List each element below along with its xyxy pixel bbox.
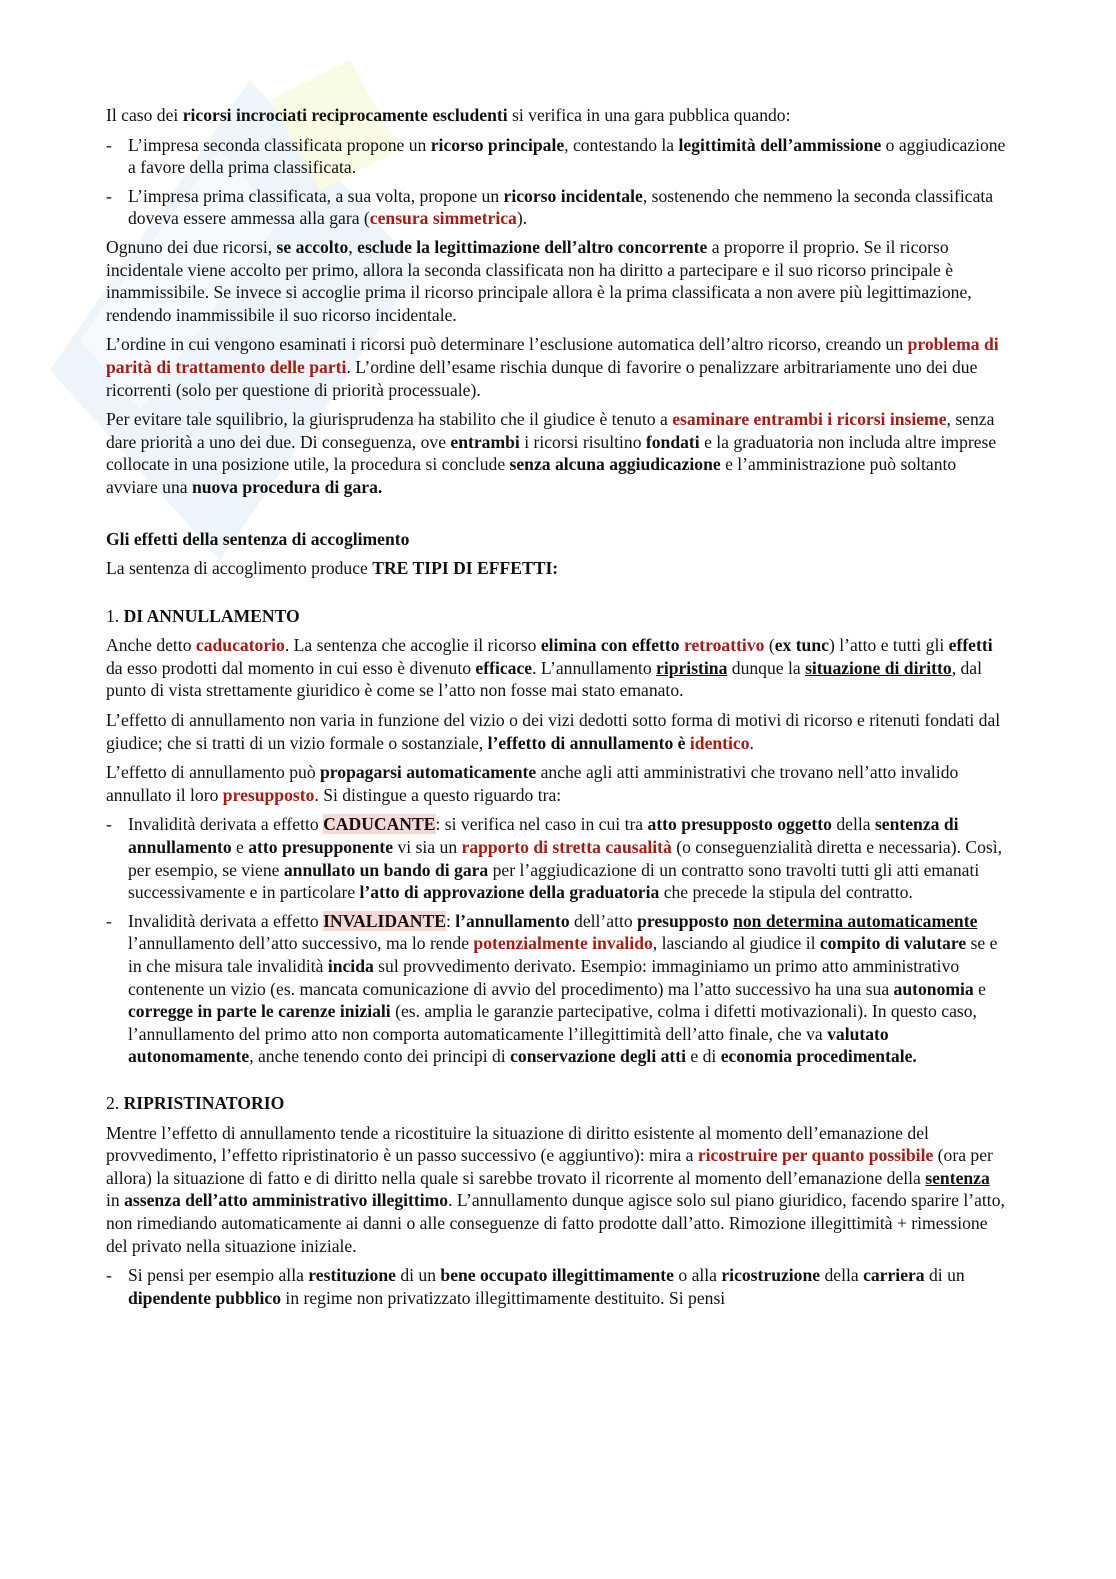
paragraph-order-problem: L’ordine in cui vengono esaminati i ricorsi può determinare l’esclusione automatica dell’altro ricorso, creando un problema di parità di trattamento delle parti. L’ordine dell’esame rischia dunque di favorire o penalizzare arbitrariamente uno dei due ricorrenti (solo per questione di priorità processuale). bbox=[106, 334, 999, 400]
section-heading-effects: Gli effetti della sentenza di accoglimento bbox=[106, 528, 410, 549]
list-item-restitution-example: - Si pensi per esempio alla restituzione di un bene occupato illegittimamente o alla ricostruzione della carriera di un dipendente pubblico in regime non privatizzato illegittimamente destituito. Si pensi bbox=[106, 1264, 1006, 1309]
section-2-heading: 2. RIPRISTINATORIO bbox=[106, 1092, 285, 1113]
s1-paragraph-identical: L’effetto di annullamento non varia in funzione del vizio o dei vizi dedotti sotto forma di motivi di ricorso e ritenuti fondati dal giudice; che si tratti di un vizio formale o sostanziale, l’effetto di annullamento è identico. bbox=[106, 710, 1001, 753]
paragraph-jurisprudence: Per evitare tale squilibrio, la giurisprudenza ha stabilito che il giudice è tenuto a esaminare entrambi i ricorsi insieme, senza dare priorità a uno dei due. Di conseguenza, ove entrambi i ricorsi risultino fondati e la graduatoria non includa altre imprese collocate in una posizione utile, la procedura si conclude senza alcuna aggiudicazione e l’amministrazione può soltanto avviare una nuova procedura di gara. bbox=[106, 409, 997, 497]
list-item-invalidante: - Invalidità derivata a effetto INVALIDANTE: l’annullamento dell’atto presupposto non determina automaticamente l’annullamento dell’atto successivo, ma lo rende potenzialmente invalido, lasciando al giudice il compito di valutare se e in che misura tale invalidità incida sul provvedimento derivato. Esempio: immaginiamo un primo atto amministrativo contenente un vizio (es. mancata comunicazione di avvio del procedimento) ma l’atto successivo ha una sua autonomia e corregge in parte le carenze iniziali (es. amplia le garanzie partecipative, colma i difetti motivazionali). In questo caso, l’annullamento del primo atto non comporta automaticamente l’illegittimità dell’atto finale, che va valutato autonomamente, anche tenendo conto dei principi di conservazione degli atti e di economia procedimentale. bbox=[106, 910, 1006, 1068]
list-item-caducante: - Invalidità derivata a effetto CADUCANTE: si verifica nel caso in cui tra atto presupposto oggetto della sentenza di annullamento e atto presupponente vi sia un rapporto di stretta causalità (o conseguenzialità diretta e necessaria). Così, per esempio, se viene annullato un bando di gara per l’aggiudicazione di un contratto sono travolti tutti gli atti emanati successivamente e in particolare l’atto di approvazione della graduatoria che precede la stipula del contratto. bbox=[106, 813, 1006, 903]
section-1-heading: 1. DI ANNULLAMENTO bbox=[106, 605, 300, 626]
intro-paragraph: Il caso dei ricorsi incrociati reciprocamente escludenti si verifica in una gara pubblica quando: bbox=[106, 105, 791, 125]
effects-intro: La sentenza di accoglimento produce TRE TIPI DI EFFETTI: bbox=[106, 558, 559, 579]
paragraph-mutual-exclusion: Ognuno dei due ricorsi, se accolto, esclude la legittimazione dell’altro concorrente a proporre il proprio. Se il ricorso incidentale viene accolto per primo, allora la seconda classificata non ha diritto a partecipare e il suo ricorso principale è inammissibile. Se invece si accoglie prima il ricorso principale allora è la prima classificata a non avere più legittimazione, rendendo inammissibile il suo ricorso incidentale. bbox=[106, 236, 972, 325]
s1-paragraph-caducatorio: Anche detto caducatorio. La sentenza che accoglie il ricorso elimina con effetto retroattivo (ex tunc) l’atto e tutti gli effetti da esso prodotti dal momento in cui esso è divenuto efficace. L’annullamento ripristina dunque la situazione di diritto, dal punto di vista strettamente giuridico è come se l’atto non fosse mai stato emanato. bbox=[106, 635, 993, 701]
s2-paragraph-ripristinatorio: Mentre l’effetto di annullamento tende a ricostituire la situazione di diritto esistente al momento dell’emanazione del provvedimento, l’effetto ripristinatorio è un passo successivo (e aggiuntivo): mira a ricostruire per quanto possibile (ora per allora) la situazione di fatto e di diritto nella quale si sarebbe trovato il ricorrente al momento dell’emanazione della sentenza in assenza dell’atto amministrativo illegittimo. L’annullamento dunque agisce solo sul piano giuridico, facendo sparire l’atto, non rimediando automaticamente ai danni o alle conseguenze di fatto prodotte dall’atto. Rimozione illegittimità + rimessione del privato nella situazione iniziale. bbox=[106, 1122, 1005, 1256]
s1-paragraph-propagation: L’effetto di annullamento può propagarsi automaticamente anche agli atti amministrativi che trovano nell’atto invalido annullato il loro presupposto. Si distingue a questo riguardo tra: bbox=[106, 762, 959, 805]
list-item-second-classified: - L’impresa seconda classificata propone un ricorso principale, contestando la legittimità dell’ammissione o aggiudicazione a favore della prima classificata. bbox=[106, 134, 1006, 179]
list-item-first-classified: - L’impresa prima classificata, a sua volta, propone un ricorso incidentale, sostenendo che nemmeno la seconda classificata doveva essere ammessa alla gara (censura simmetrica). bbox=[106, 185, 1006, 230]
document-page bbox=[106, 104, 1006, 1315]
